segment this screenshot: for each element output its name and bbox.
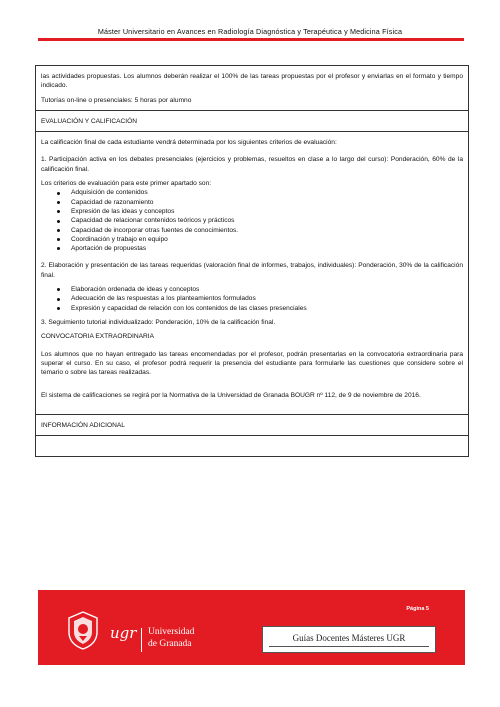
footer-banner <box>38 590 465 665</box>
list-item: Aportación de propuestas <box>57 244 463 253</box>
criterion-3: 3. Seguimiento tutorial individualizado: Ponderación, 10% de la calificación final. <box>41 318 276 326</box>
university-name-line1: Universidad <box>148 627 195 637</box>
extraordinary-heading: CONVOCATORIA EXTRAORDINARIA <box>41 333 154 341</box>
guides-underline <box>269 646 429 647</box>
list-item: Capacidad de razonamiento <box>57 198 463 207</box>
page-number: Página 5 <box>406 606 429 612</box>
header-red-rule <box>38 38 464 41</box>
criteria-list <box>57 188 463 253</box>
evaluation-heading: EVALUACIÓN Y CALIFICACIÓN <box>36 111 468 132</box>
university-seal-icon <box>65 610 101 650</box>
additional-info-cell <box>36 436 468 456</box>
evaluation-intro: La calificación final de cada estudiante vendrá determinada por los siguientes criterios de evaluación: <box>41 139 337 147</box>
tutorials-text: Tutorías on-line o presenciales: 5 horas por alumno <box>41 96 192 104</box>
guides-label-box <box>262 626 436 653</box>
regulation-text: El sistema de calificaciones se regirá por la Normativa de la Universidad de Granada BOUGR nº 112, de 9 de noviembre de 2016. <box>41 392 421 400</box>
list-item: Capacidad de incorporar otras fuentes de conocimientos. <box>57 226 463 235</box>
criterion-1: 1. Participación activa en los debates presenciales (ejercicios y problemas, resueltos en clase a lo largo del curso): Ponderación, 60% de la calificación final. <box>41 156 463 173</box>
university-name-line2: de Granada <box>148 639 192 649</box>
list-item: Adquisición de contenidos <box>57 188 463 197</box>
activities-text: las actividades propuestas. Los alumnos deberán realizar el 100% de las tareas propuestas por el profesor y enviarlas en el formato y tiempo indicado. <box>41 73 463 90</box>
university-name <box>148 626 194 650</box>
list-item: Expresión y capacidad de relación con los contenidos de las clases presenciales <box>57 304 463 313</box>
extraordinary-text: Los alumnos que no hayan entregado las tareas encomendadas por el profesor, podrán presentarlas en la convocatoria extraordinaria para superar el curso. En su caso, el profesor podrá requerir la presencia del estudiante para formularle las cuestiones que considere sobre el temario o sobre las tareas realizadas. <box>41 350 463 377</box>
guides-label: Guías Docentes Másteres UGR <box>292 633 406 643</box>
logo-divider <box>141 628 142 652</box>
evaluation-cell <box>36 132 468 415</box>
list-item: Capacidad de relacionar contenidos teóricos y prácticos <box>57 216 463 225</box>
page-header-title: Máster Universitario en Avances en Radiología Diagnóstica y Terapéutica y Medicina Física <box>97 27 403 36</box>
criteria-intro: Los criterios de evaluación para este primer apartado son: <box>41 180 212 188</box>
ugr-logo-text: ugr <box>110 624 137 642</box>
content-table <box>35 65 469 457</box>
list-item: Elaboración ordenada de ideas y conceptos <box>57 285 463 294</box>
list-item: Adecuación de las respuestas a los planteamientos formulados <box>57 294 463 303</box>
list-item: Expresión de las ideas y conceptos <box>57 207 463 216</box>
activities-cell <box>36 66 468 111</box>
criterion-2-list <box>57 285 463 313</box>
additional-info-heading: INFORMACIÓN ADICIONAL <box>36 415 468 436</box>
criterion-2: 2. Elaboración y presentación de las tareas requeridas (valoración final de informes, trabajos, individuales): Ponderación, 30% de la calificación final. <box>41 262 463 279</box>
list-item: Coordinación y trabajo en equipo <box>57 235 463 244</box>
